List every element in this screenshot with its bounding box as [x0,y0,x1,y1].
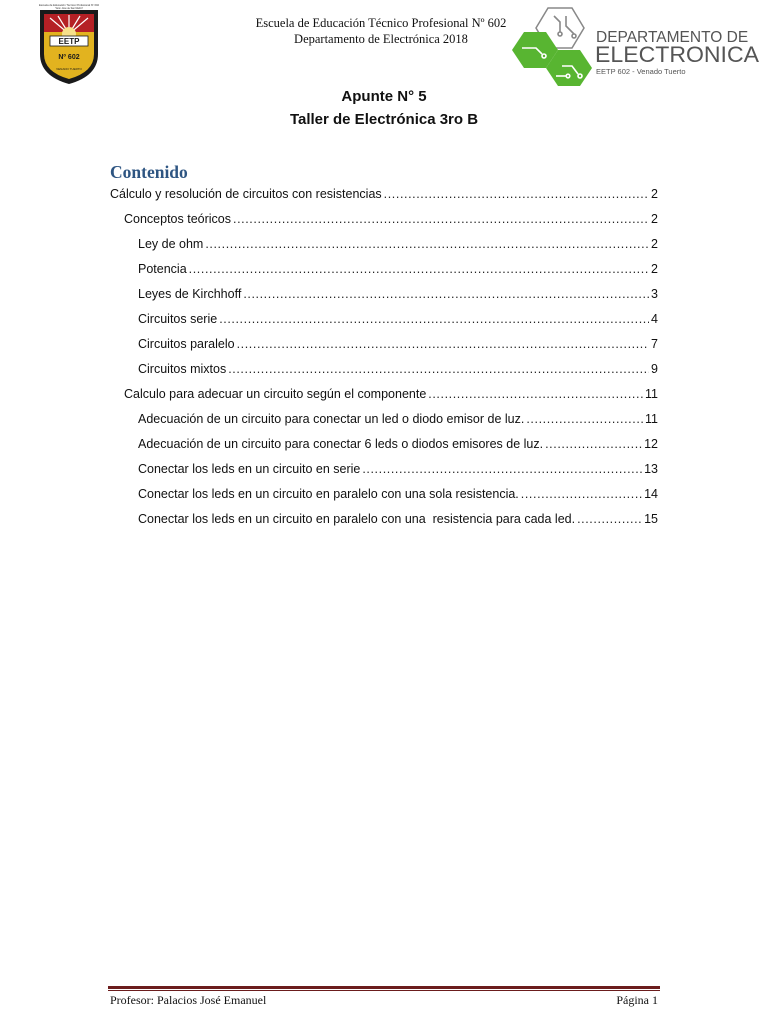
toc-heading: Contenido [110,162,188,182]
footer-author: Profesor: Palacios José Emanuel [110,993,267,1007]
toc-entry-label: Potencia [138,262,187,276]
toc-dot-leader [526,412,643,426]
toc-entry-page: 3 [651,287,658,301]
toc-entry-label: Conectar los leds en un circuito en paralelo con una resistencia para cada led. [138,512,576,526]
toc-entry-page: 2 [651,237,658,251]
footer-rule-thin [108,990,660,991]
toc-entry-page: 11 [645,412,658,426]
toc-dot-leader [233,212,649,226]
toc-entry-label: Circuitos paralelo [138,337,235,351]
apunte-number-title: Apunte N° 5 [341,88,427,105]
toc-entry-label: Conectar los leds en un circuito en paralelo con una sola resistencia. [138,487,519,501]
footer-rule-thick [108,986,660,989]
toc-entry-page: 12 [644,437,658,451]
toc-dot-leader [545,437,642,451]
toc-entry-label: Conceptos teóricos [124,212,232,226]
toc-dot-leader [219,312,649,326]
toc-entry[interactable] [138,312,658,332]
toc-entry-page: 9 [651,362,658,376]
crest-top-text: Escuela de Educación Técnico Profesional Nº 602 [39,4,97,7]
toc-entry[interactable] [138,287,658,307]
school-crest-logo [36,2,102,86]
toc-entry-page: 2 [651,262,658,276]
toc-entry-label: Conectar los leds en un circuito en serie [138,462,361,476]
toc-entry[interactable] [138,337,658,357]
toc-entry[interactable] [110,187,658,207]
toc-dot-leader [189,262,649,276]
logo-line-eetp: EETP 602 - Venado Tuerto [596,67,686,76]
department-year: Departamento de Electrónica 2018 [294,31,468,46]
circuit-hexagon-icon [512,8,592,86]
toc-entry-page: 13 [644,462,658,476]
toc-entry-label: Adecuación de un circuito para conectar un led o diodo emisor de luz. [138,412,525,426]
toc-dot-leader [228,362,649,376]
toc-dot-leader [205,237,649,251]
toc-entry[interactable] [138,462,658,482]
footer-page-number: Página 1 [616,993,658,1007]
toc-entry-page: 2 [651,212,658,226]
toc-entry-page: 7 [651,337,658,351]
toc-entry[interactable] [124,387,658,407]
toc-entry-page: 11 [645,387,658,401]
toc-entry-label: Circuitos serie [138,312,218,326]
toc-entry-label: Calculo para adecuar un circuito según el componente [124,387,427,401]
workshop-title: Taller de Electrónica 3ro B [289,111,479,128]
toc-dot-leader [237,337,649,351]
toc-entry-label: Ley de ohm [138,237,204,251]
toc-entry[interactable] [138,412,658,432]
logo-line-electronica: ELECTRONICA [595,42,759,67]
toc-entry[interactable] [138,487,658,507]
toc-dot-leader [384,187,649,201]
toc-entry-page: 4 [651,312,658,326]
toc-dot-leader [577,512,642,526]
toc-entry[interactable] [138,237,658,257]
toc-entry-page: 15 [644,512,658,526]
toc-entry-label: Leyes de Kirchhoff [138,287,242,301]
department-logo [506,4,764,88]
toc-entry-label: Circuitos mixtos [138,362,227,376]
toc-entry[interactable] [124,212,658,232]
toc-dot-leader [521,487,642,501]
toc-entry[interactable] [138,262,658,282]
crest-acronym: EETP [58,37,80,46]
toc-entry-page: 2 [651,187,658,201]
crest-number: Nº 602 [58,54,80,61]
toc-dot-leader [243,287,649,301]
toc-entry[interactable] [138,362,658,382]
toc-entry-label: Cálculo y resolución de circuitos con resistencias [110,187,382,201]
toc-entry[interactable] [138,437,658,457]
crest-city: VENADO TUERTO [56,67,82,71]
toc-dot-leader [362,462,642,476]
school-name: Escuela de Educación Técnico Profesional Nº 602 [255,16,507,30]
logo-line-departamento: DEPARTAMENTO DE [596,29,749,46]
toc-entry-label: Adecuación de un circuito para conectar 6 leds o diodos emisores de luz. [138,437,544,451]
crest-motto: "Gral. José de San Martín" [54,7,84,10]
toc-entry-page: 14 [644,487,658,501]
toc-entry[interactable] [138,512,658,532]
toc-dot-leader [428,387,643,401]
